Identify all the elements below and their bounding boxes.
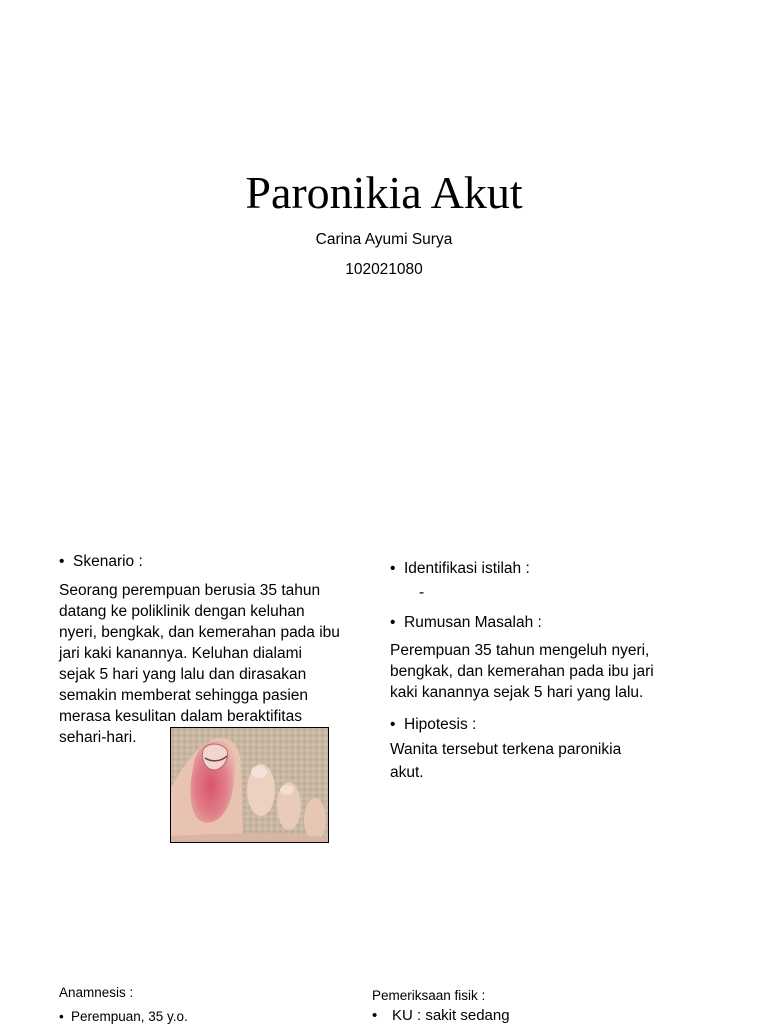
student-id: 102021080 [345,261,423,278]
identifikasi-value: - [419,584,425,601]
anamnesis-item: • Perempuan, 35 y.o. [59,1009,188,1024]
bullet-icon: • [59,553,65,570]
rumusan-line: kaki kanannya sejak 5 hari yang lalu. [390,684,644,701]
skenario-heading: • Skenario : [59,553,143,570]
skenario-paragraph [59,580,340,748]
skenario-line: jari kaki kanannya. Keluhan dialami [59,645,302,662]
skenario-line: Seorang perempuan berusia 35 tahun [59,582,321,599]
skenario-line: merasa kesulitan dalam beraktifitas [59,708,302,725]
rumusan-line: Perempuan 35 tahun mengeluh nyeri, [390,642,650,659]
hipotesis-line: akut. [390,764,424,781]
identifikasi-heading: • Identifikasi istilah : [390,560,530,577]
hipotesis-line: Wanita tersebut terkena paronikia [390,741,622,758]
bullet-icon: • [390,614,396,631]
anamnesis-heading: Anamnesis : [59,985,134,1000]
skenario-line: sehari-hari. [59,729,137,746]
bullet-icon: • [390,716,396,733]
bullet-icon: • [59,1009,64,1024]
slide-title: Paronikia Akut [245,167,523,218]
bullet-icon: • [372,1007,378,1024]
pemeriksaan-heading: Pemeriksaan fisik : [372,988,486,1003]
hipotesis-paragraph [390,738,621,784]
rumusan-paragraph [390,640,654,703]
skenario-line: sejak 5 hari yang lalu dan dirasakan [59,666,307,683]
pemeriksaan-item: • KU : sakit sedang [372,1007,510,1024]
skenario-line: datang ke poliklinik dengan keluhan [59,603,305,620]
skenario-line: nyeri, bengkak, dan kemerahan pada ibu [59,624,340,641]
author-name: Carina Ayumi Surya [315,231,453,248]
rumusan-line: bengkak, dan kemerahan pada ibu jari [390,663,654,680]
toe-photo [170,727,329,843]
skenario-line: semakin memberat sehingga pasien [59,687,308,704]
hipotesis-heading: • Hipotesis : [390,716,477,733]
bullet-icon: • [390,560,396,577]
rumusan-heading: • Rumusan Masalah : [390,614,542,631]
toe-photo-illustration [171,728,328,842]
